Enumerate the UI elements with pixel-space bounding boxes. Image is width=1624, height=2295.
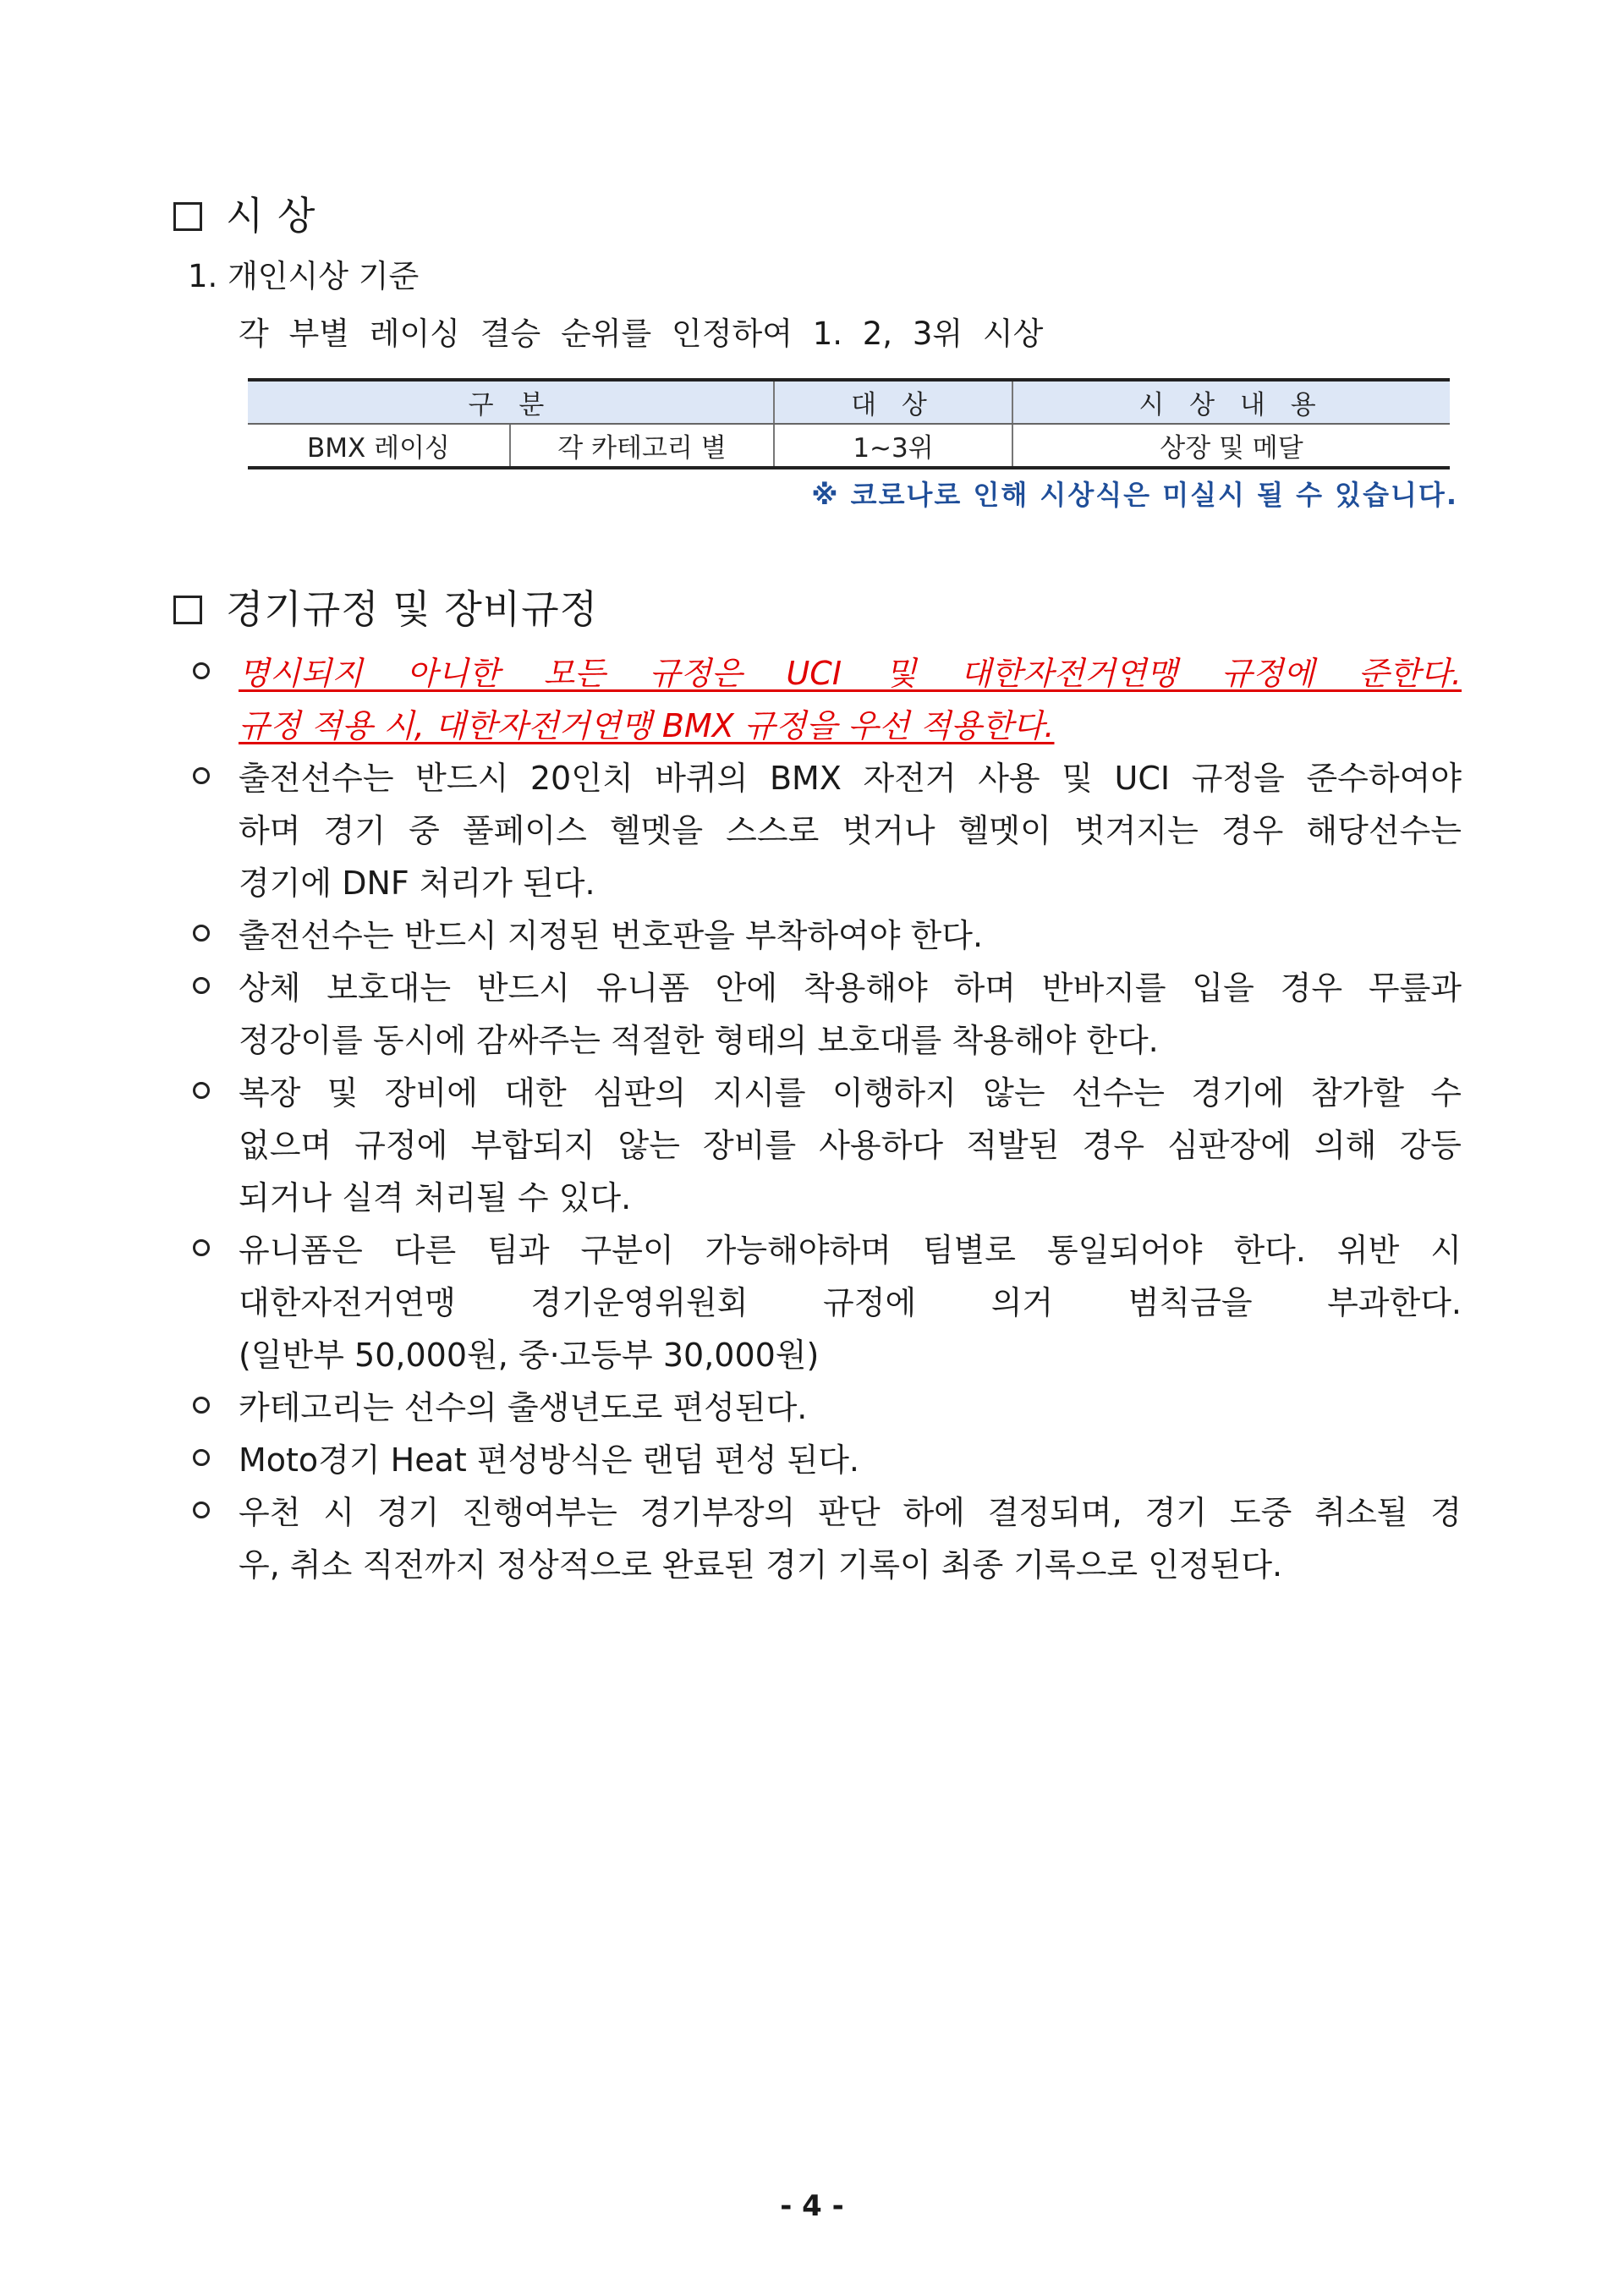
rules-list: [193, 647, 1462, 1591]
bullet-circle-icon: [193, 1397, 210, 1414]
table-row: [248, 424, 1450, 468]
rule-line: 유니폼은 다른 팀과 구분이 가능해야하며 팀별로 통일되어야 한다. 위반 시: [239, 1232, 1462, 1269]
award-subheading: 1. 개인시상 기준: [188, 258, 420, 294]
list-item: [193, 1224, 1462, 1381]
rule-line: 카테고리는 선수의 출생년도로 편성된다.: [239, 1389, 808, 1426]
header-award-content: 시 상 내 용: [1012, 380, 1450, 424]
cell-target: 1~3위: [774, 424, 1012, 468]
header-category: 구 분: [248, 380, 774, 424]
rule-line: 복장 및 장비에 대한 심판의 지시를 이행하지 않는 선수는 경기에 참가할 수: [239, 1074, 1462, 1112]
section-heading-award: 시 상: [173, 190, 316, 241]
bullet-circle-icon: [193, 662, 210, 679]
list-item: [193, 1067, 1462, 1224]
list-item: [193, 1486, 1462, 1591]
bullet-circle-icon: [193, 767, 210, 784]
bullet-circle-icon: [193, 1502, 210, 1518]
rule-line: 대한자전거연맹 경기운영위원회 규정에 의거 범칙금을 부과한다.: [239, 1284, 1462, 1321]
list-item: [193, 752, 1462, 909]
bullet-circle-icon: [193, 1239, 210, 1256]
checkbox-square-icon: [173, 596, 202, 624]
list-item: [193, 1434, 1462, 1486]
section-heading-rules: 경기규정 및 장비규정: [173, 584, 598, 634]
bullet-circle-icon: [193, 1082, 210, 1099]
list-item: [193, 647, 1462, 752]
rule-line: 경기에 DNF 처리가 된다.: [239, 865, 595, 902]
rule-line: 하며 경기 중 풀페이스 헬멧을 스스로 벗거나 헬멧이 벗겨지는 경우 해당선수는: [239, 812, 1462, 849]
list-item: [193, 962, 1462, 1067]
bullet-circle-icon: [193, 1449, 210, 1466]
award-note: ※ 코로나로 인해 시상식은 미실시 될 수 있습니다.: [811, 479, 1458, 511]
rule-line: 우천 시 경기 진행여부는 경기부장의 판단 하에 결정되며, 경기 도중 취소될 경: [239, 1494, 1462, 1531]
rule-line: Moto경기 Heat 편성방식은 랜덤 편성 된다.: [239, 1441, 860, 1479]
rule-line: 되거나 실격 처리될 수 있다.: [239, 1179, 632, 1216]
bullet-circle-icon: [193, 977, 210, 994]
award-table: [248, 378, 1450, 469]
rule-line: [239, 647, 1462, 700]
list-item: [193, 909, 1462, 962]
rule-line: 없으며 규정에 부합되지 않는 장비를 사용하다 적발된 경우 심판장에 의해 강등: [239, 1127, 1462, 1164]
emphasis-text: 규정 적용 시, 대한자전거연맹 BMX 규정을 우선 적용한다.: [239, 707, 1055, 744]
rule-line: (일반부 50,000원, 중·고등부 30,000원): [239, 1337, 820, 1374]
bullet-circle-icon: [193, 925, 210, 942]
cell-award: 상장 및 메달: [1012, 424, 1450, 468]
rule-line: 출전선수는 반드시 지정된 번호판을 부착하여야 한다.: [239, 917, 984, 954]
rule-line: [239, 700, 1462, 752]
award-description: 각 부별 레이싱 결승 순위를 인정하여 1. 2, 3위 시상: [239, 316, 1044, 352]
rule-line: 우, 취소 직전까지 정상적으로 완료된 경기 기록이 최종 기록으로 인정된다.: [239, 1546, 1283, 1584]
rule-line: 상체 보호대는 반드시 유니폼 안에 착용해야 하며 반바지를 입을 경우 무릎과: [239, 969, 1462, 1007]
rule-line: 정강이를 동시에 감싸주는 적절한 형태의 보호대를 착용해야 한다.: [239, 1022, 1159, 1059]
checkbox-square-icon: [173, 202, 202, 231]
emphasis-text: 명시되지 아니한 모든 규정은 UCI 및 대한자전거연맹 규정에 준한다.: [239, 655, 1462, 692]
list-item: [193, 1381, 1462, 1434]
page-number: - 4 -: [780, 2189, 844, 2223]
award-table-header: [248, 380, 1450, 424]
header-target: 대 상: [774, 380, 1012, 424]
rule-line: 출전선수는 반드시 20인치 바퀴의 BMX 자전거 사용 및 UCI 규정을 준수하여야: [239, 760, 1462, 797]
cell-event: BMX 레이싱: [248, 424, 510, 468]
cell-category: 각 카테고리 별: [510, 424, 774, 468]
